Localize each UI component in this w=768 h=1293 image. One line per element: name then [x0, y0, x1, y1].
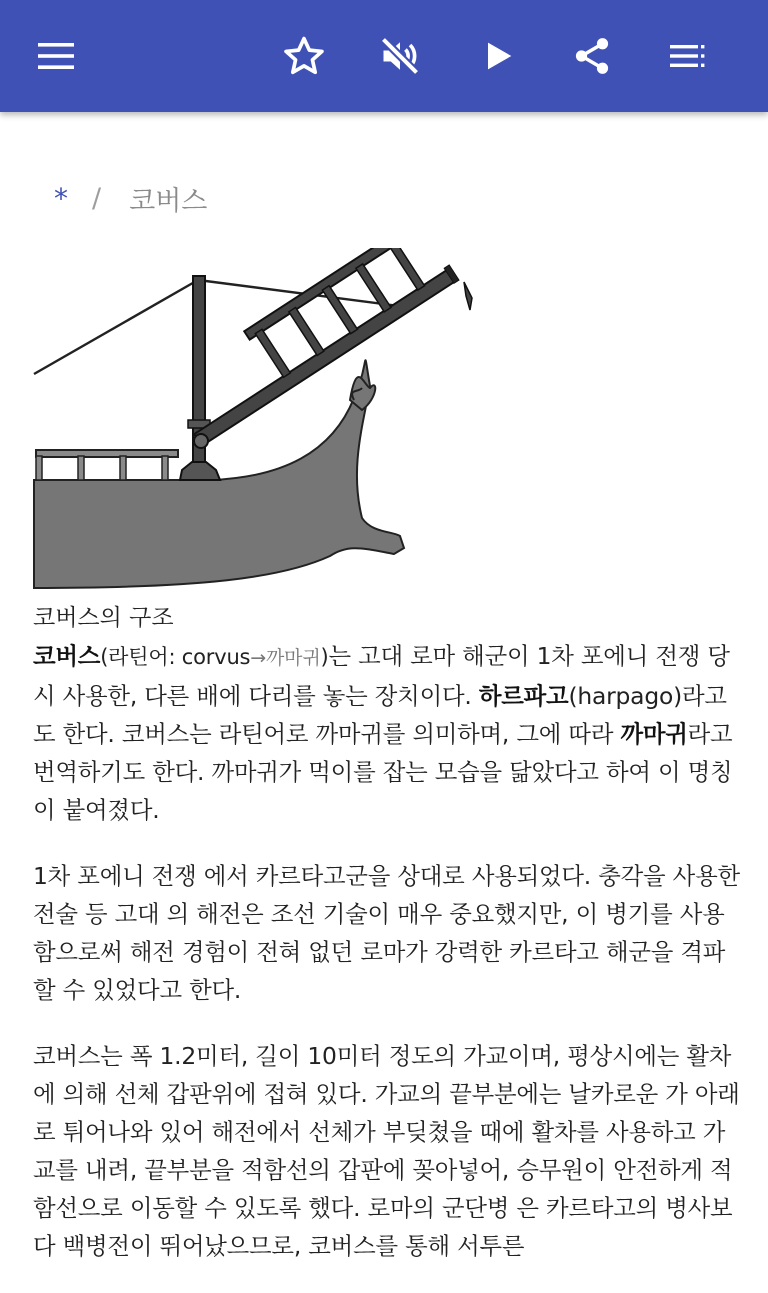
play-icon: [478, 36, 518, 76]
latin-gloss: (라틴어: corvus: [100, 645, 251, 669]
breadcrumb-separator: /: [92, 182, 102, 214]
intro-text-3: 라고 번역하기도 한다. 까마귀가 먹이를 잡는 모습을 닮았다고 하여 이 명칭이 붙여졌다.: [33, 720, 733, 824]
paragraph-history: 1차 포에니 전쟁 에서 카르타고군을 상대로 사용되었다. 충각을 사용한 전술 등 고대 의 해전은 조선 기술이 매우 중요했지만, 이 병기를 사용함으로써 해전 경험이 전혀 없던 로마가 강력한 카르타고 해군을 격파할 수 있었다고 한다.: [33, 862, 740, 1004]
playlist-button[interactable]: [654, 22, 722, 90]
corvus-diagram-image: [32, 248, 476, 594]
gloss-arrow: →: [250, 647, 267, 669]
share-icon: [571, 35, 613, 77]
gloss-link-word[interactable]: 까마귀: [266, 647, 321, 669]
playlist-icon: [668, 36, 708, 76]
star-outline-icon: [282, 34, 326, 78]
paragraph-intro: [33, 637, 741, 829]
paragraph-structure: 코버스는 폭 1.2미터, 길이 10미터 정도의 가교이며, 평상시에는 활차 에 의해 선체 갑판위에 접혀 있다. 가교의 끝부분에는 날카로운 가 아래로 튀어나와 있어 해전에서 선체가 부딪쳤을 때에 활차를 사용하고 가교를 내려, 끝부분을 적함선의 갑판에 꽂아넣어, 승무원이 안전하게 적함선으로 이동할 수 있도록 했다. 로마의 군단병 은 카르타고의 병사보다 백병전이 뛰어났으므로, 코버스를 통해 서투른: [33, 1042, 740, 1260]
intro-text-1: 는 고대 로마 해군이 1차 포에니 전쟁 당시 사용한, 다른 배에 다리를 놓는 장치이다.: [33, 642, 730, 710]
latin-gloss-close: ): [320, 645, 329, 669]
share-button[interactable]: [558, 22, 626, 90]
intro-text-2: (harpago)라고도 한다. 코버스는 라틴어로 까마귀를 의미하며, 그에 따라: [33, 682, 727, 748]
figure-caption: 코버스의 구조: [33, 605, 174, 631]
breadcrumb-current: 코버스: [129, 185, 208, 217]
favorite-button[interactable]: [270, 22, 338, 90]
corvus-illustration[interactable]: [32, 248, 476, 594]
menu-button[interactable]: [22, 22, 90, 90]
app-bar: [0, 0, 768, 112]
volume-off-icon: [378, 34, 422, 78]
breadcrumb: [54, 178, 207, 218]
article-term: 코버스: [33, 642, 101, 670]
breadcrumb-home-link[interactable]: *: [54, 181, 68, 215]
hamburger-menu-icon: [36, 36, 76, 76]
alt-name-harpago: 하르파고: [478, 682, 569, 710]
mute-button[interactable]: [366, 22, 434, 90]
alt-name-raven: 까마귀: [620, 720, 688, 748]
play-button[interactable]: [464, 22, 532, 90]
article-body: [33, 637, 741, 1293]
